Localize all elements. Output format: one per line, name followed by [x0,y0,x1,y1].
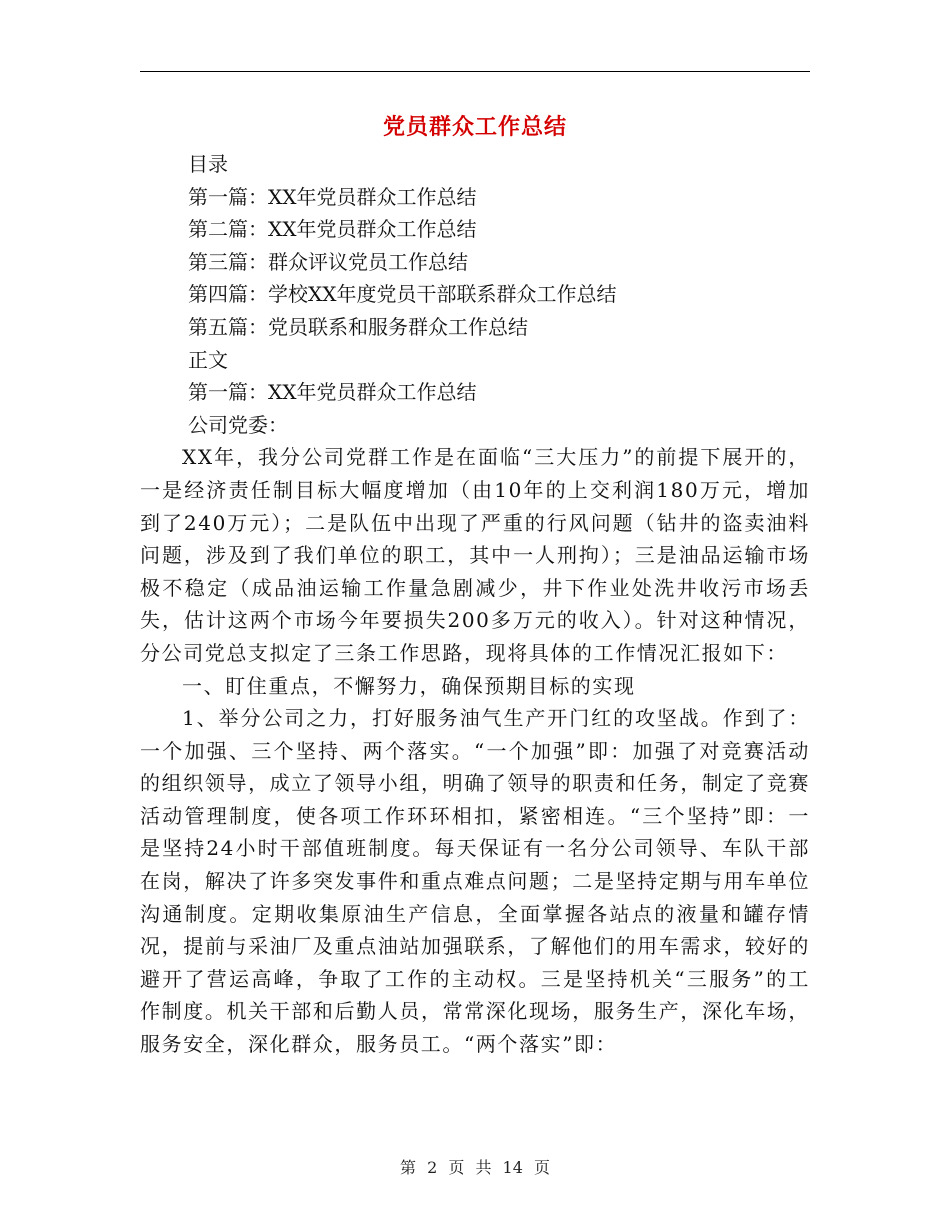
body-paragraph: 1、举分公司之力，打好服务油气生产开门红的攻坚战。作到了：一个加强、三个坚持、两个落实。“一个加强”即：加强了对竞赛活动的组织领导，成立了领导小组，明确了领导的职责和任务，制定了竞赛活动管理制度，使各项工作环环相扣，紧密相连。“三个坚持”即：一是坚持24小时干部值班制度。每天保证有一名分公司领导、车队干部在岗，解决了许多突发事件和重点难点问题；二是坚持定期与用车单位沟通制度。定期收集原油生产信息，全面掌握各站点的液量和罐存情况，提前与采油厂及重点油站加强联系，了解他们的用车需求，较好的避开了营运高峰，争取了工作的主动权。三是坚持机关“三服务”的工作制度。机关干部和后勤人员，常常深化现场，服务生产，深化车场，服务安全，深化群众，服务员工。“两个落实”即： [140,706,810,1057]
subsection-heading: 一、盯住重点，不懈努力，确保预期目标的实现 [182,673,636,698]
toc-item: 第一篇：XX年党员群众工作总结 [188,184,477,209]
toc-item: 第三篇：群众评议党员工作总结 [188,249,468,274]
toc-item: 第五篇：党员联系和服务群众工作总结 [188,314,528,339]
toc-heading: 目录 [188,152,228,176]
document-title: 党员群众工作总结 [382,115,567,140]
body-heading: 正文 [188,347,228,372]
section-title: 第一篇：XX年党员群众工作总结 [188,380,477,405]
toc-item: 第四篇：学校XX年度党员干部联系群众工作总结 [188,282,617,307]
toc-item: 第二篇：XX年党员群众工作总结 [188,217,477,242]
page-number: 第 2 页 共 14 页 [400,1158,550,1177]
header-rule [140,71,810,72]
document-body [140,148,810,1061]
salutation: 公司党委： [188,412,288,437]
body-paragraph: XX年，我分公司党群工作是在面临“三大压力”的前提下展开的，一是经济责任制目标大幅度增加（由10年的上交利润180万元，增加到了240万元）；二是队伍中出现了严重的行风问题（钻井的盗卖油料问题，涉及到了我们单位的职工，其中一人刑拘）；三是油品运输市场极不稳定（成品油运输工作量急剧减少，井下作业处洗井收污市场丢失，估计这两个市场今年要损失200多万元的收入）。针对这种情况，分公司党总支拟定了三条工作思路，现将具体的工作情况汇报如下： [140,445,810,665]
